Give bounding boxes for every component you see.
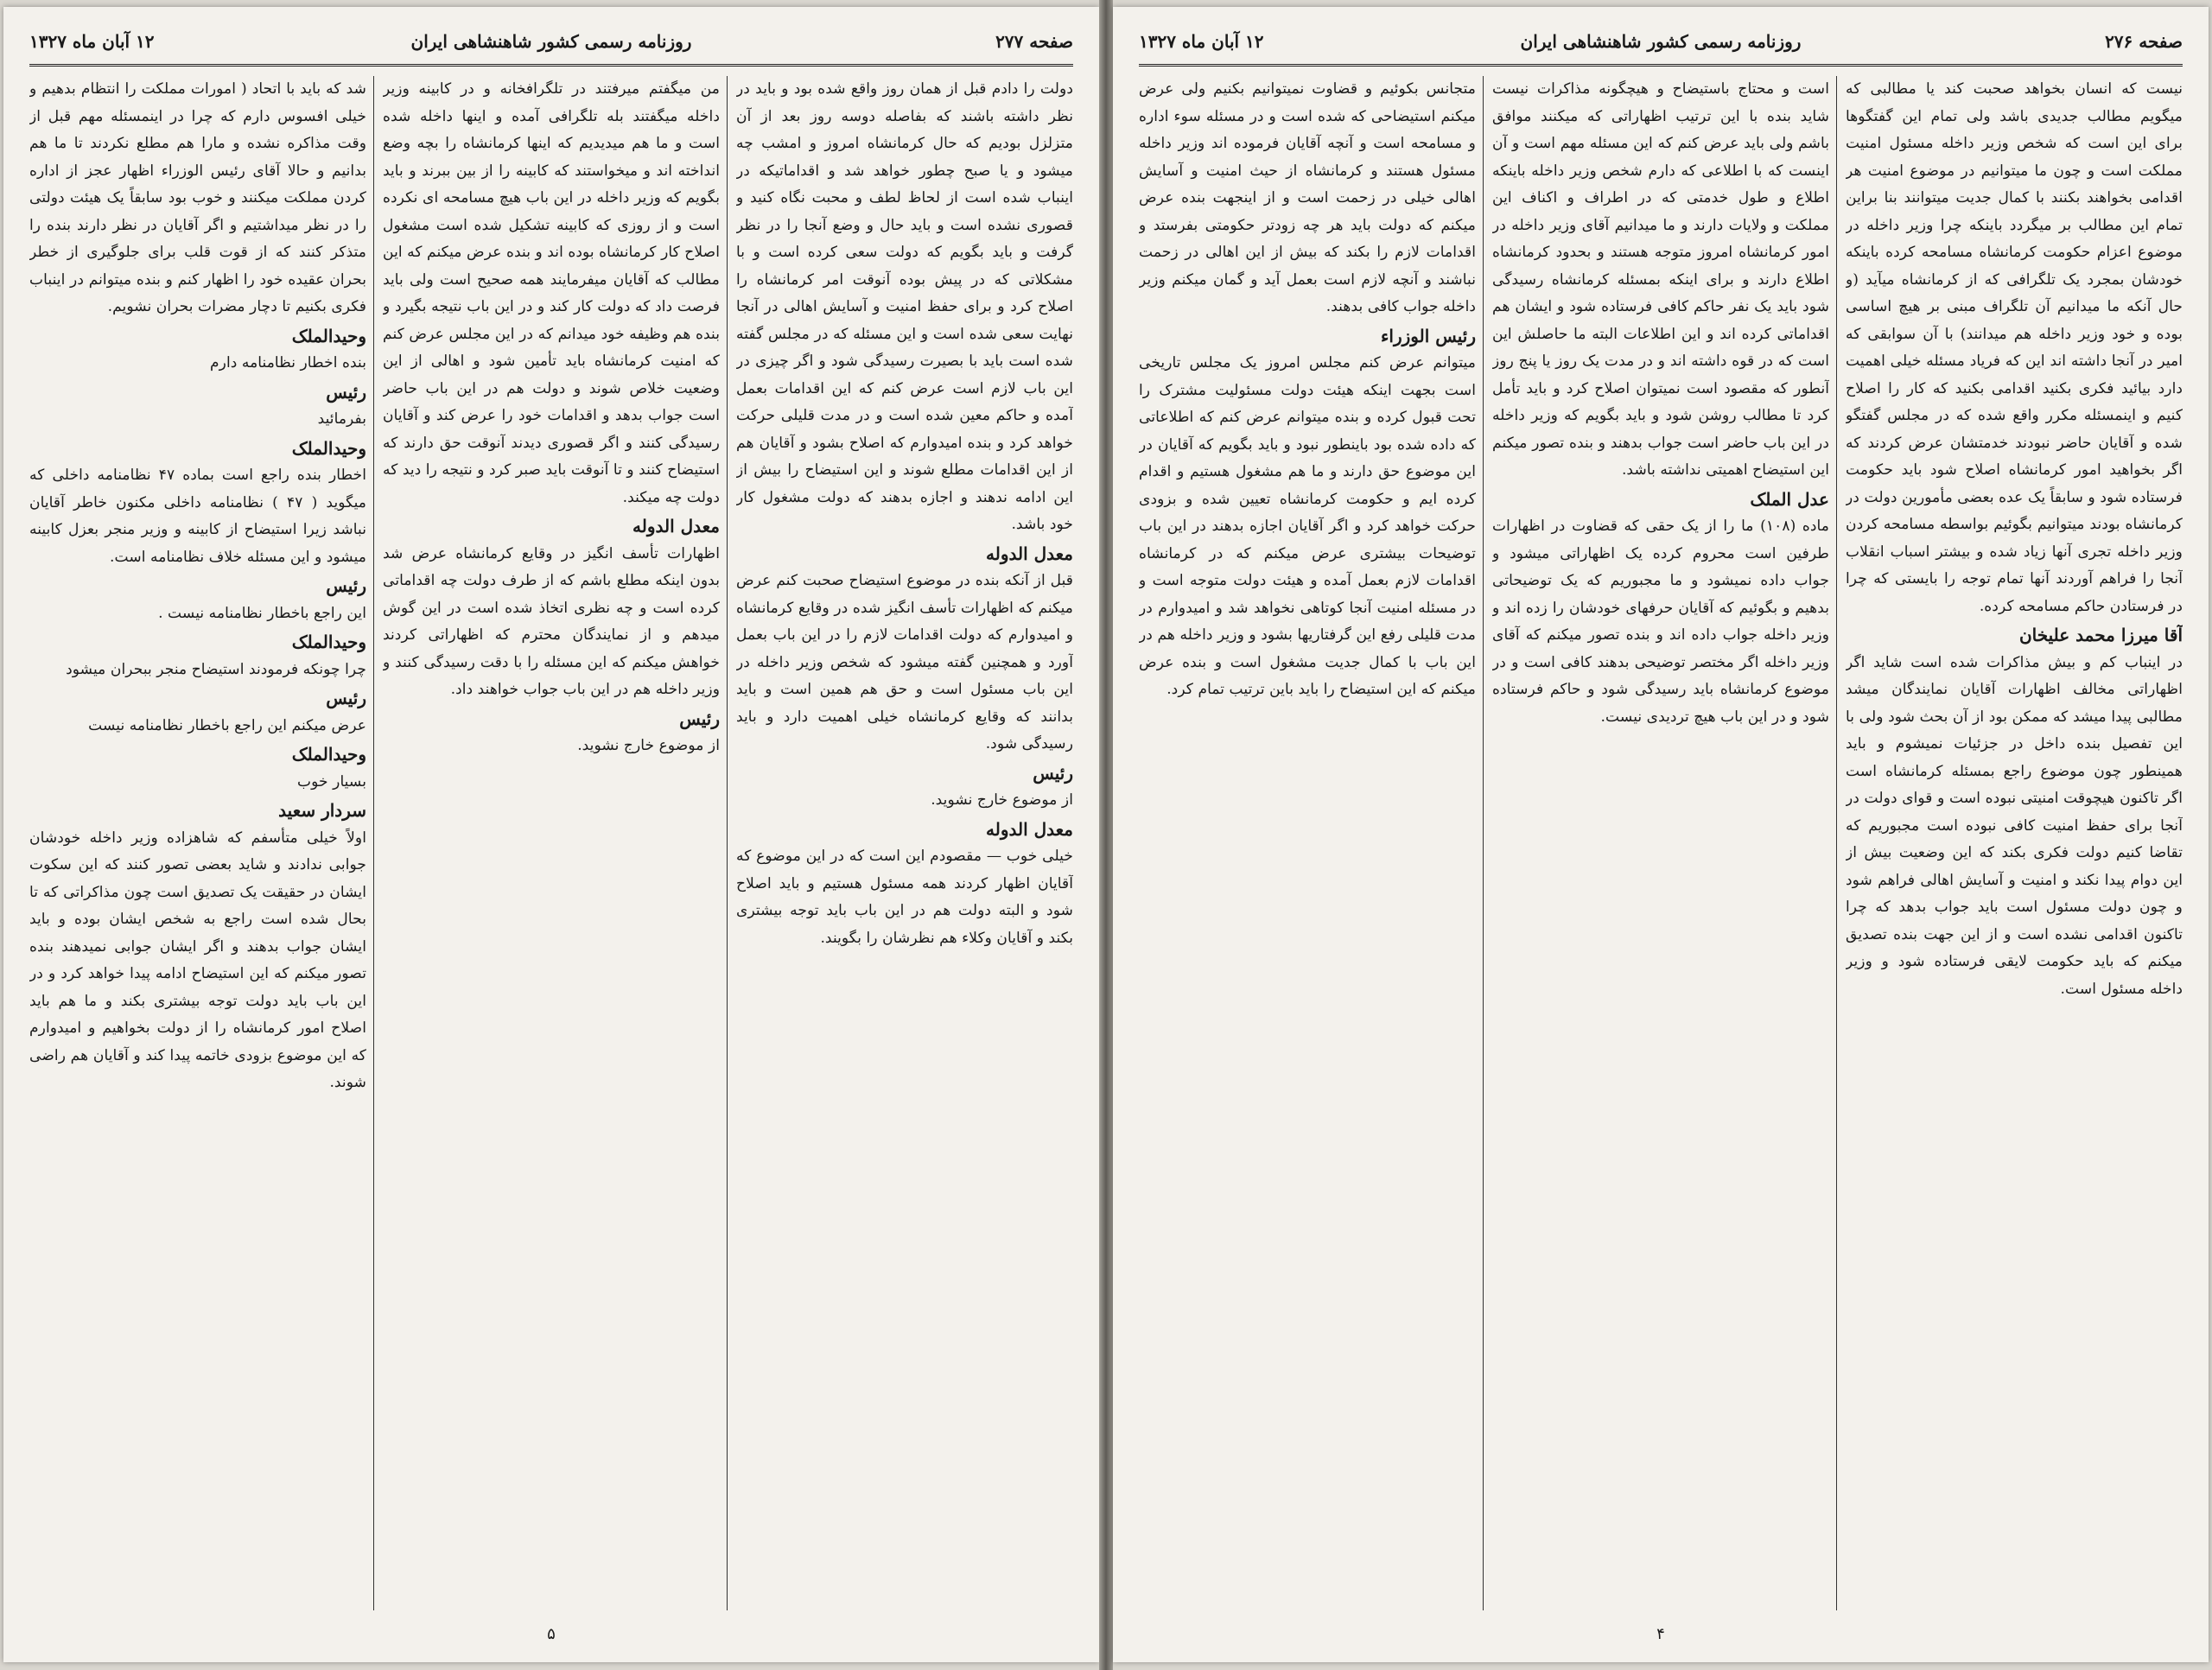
paragraph: بفرمائید — [317, 410, 366, 428]
header-rule — [1139, 64, 2183, 67]
left-page-label: صفحه ۲۷۷ — [995, 31, 1073, 52]
speaker-name: رئیس الوزراء — [1381, 325, 1476, 346]
speaker-name: معدل الدوله — [986, 543, 1073, 564]
paragraph: بسیار خوب — [297, 772, 366, 791]
paragraph: از موضوع خارج نشوید. — [577, 737, 720, 754]
paragraph: چرا چونکه فرمودند استیضاح منجر ببحران میشود — [66, 660, 366, 678]
column-separator — [1483, 76, 1484, 1610]
left-col-3 — [29, 76, 366, 1610]
speaker-name: رئیس — [1033, 762, 1073, 784]
speaker-name: رئیس — [326, 688, 366, 708]
paragraph: اخطار بنده راجع است بماده ۴۷ نظامنامه داخلی که میگوید ( ۴۷ ) نظامنامه داخلی مکنون خاطر آقایان نباشد زیرا استیضاح از کابینه و وزیر منجر بعزل کابینه میشود و این مسئله خلاف نظامنامه است. — [29, 467, 366, 566]
paragraph: اظهارات تأسف انگیز در وقایع کرمانشاه عرض شد بدون اینکه مطلع باشم که از طرف دولت چه اقداماتی کرده است و چه نظری اتخاذ شده است در این گوش میدهم و از نمایندگان محترم که اظهاراتی کردند خواهش میکنم که این مسئله را با دقت رسیدگی کنند و وزیر داخله هم در این باب جواب خواهند داد. — [383, 544, 720, 698]
speaker-name: رئیس — [679, 708, 720, 729]
paragraph: بنده اخطار نظامنامه دارم — [210, 354, 366, 371]
right-page-title: روزنامه رسمی کشور شاهنشاهی ایران — [1520, 31, 1802, 52]
paragraph: میتوانم عرض کنم مجلس امروز یک مجلس تاریخی است بجهت اینکه هیئت دولت مسئولیت مشترک را تحت قبول کرده و بنده میتوانم عرض کنم که اطلاعاتی که داده شده بود باینطور نبود و باید بگویم که آقایان در این موضوع حق دارند و ما هم مشغول هستیم و اقدام کرده ایم و حکومت کرمانشاه تعیین شده و بزودی حرکت خواهد کرد و اگر آقایان اجازه بدهند در این باب توضیحات بیشتری عرض میکنم که در کرمانشاه اقدامات لازم بعمل آمده و هیئت دولت متوجه است و در مسئله امنیت آنجا کوتاهی نخواهد شد و امیدوارم در مدت قلیلی رفع این گرفتاریها بشود و وزیر داخله هم در این باب با کمال جدیت مشغول است و بنده عرض میکنم که این استیضاح را باید باین ترتیب تمام کرد. — [1139, 354, 1476, 698]
paragraph: نیست که انسان بخواهد صحبت کند یا مطالبی که میگویم مطالب جدیدی باشد ولی تمام این گفتگوها برای این است که شخص وزیر داخله مسئول امنیت مملکت است و چون ما میتوانیم در موضوع امنیت هر اقدامی بخواهند بکنند با کمال جدیت میتوانند بنا براین تمام این مطالب بر میگردد باینکه چرا وزیر داخله در موضوع اعزام حکومت کرمانشاه مسامحه کرده باینکه خودشان بمجرد یک تلگرافی که از کرمانشاه میآید (و حال آنکه ما میدانیم آن تلگراف مبنی بر هیچ اساسی بوده و خود وزیر داخله هم میدانند) با آن سوابقی که امیر در آنجا داشته اند این که فریاد مسئله خیلی اهمیت دارد بیائید فکری بکنید اقدامی بکنید که کار را اصلاح کنیم و اینمسئله مکرر واقع شده که در مجلس گفتگو شده و آقایان حاضر نبودند خدمتشان عرض کردند که اگر بخواهید امور کرمانشاه اصلاح شود باید حکومت فرستاده شود و سابقاً یک عده بعضی مأمورین دولت در کرمانشاه بودند میتوانیم بگوئیم بواسطه مسامحه کردن وزیر داخله تجری آنها زیاد شده و بیشتر اسباب انقلاب آنجا را فراهم آوردند آنها تمام توجه را بایستی که چرا در فرستادن حاکم مسامحه کرده. — [1846, 80, 2183, 615]
speaker-name: معدل الدوله — [632, 516, 720, 537]
paragraph: قبل از آنکه بنده در موضوع استیضاح صحبت کنم عرض میکنم که اظهارات تأسف انگیز شده در وقایع کرمانشاه و امیدوارم که دولت اقدامات لازم را در این باب بعمل آورد و همچنین گفته میشود که شخص وزیر داخله در این باب مسئول است و حق هم همین است و باید بدانند که وقایع کرمانشاه خیلی اهمیت دارد و باید رسیدگی شود. — [736, 572, 1073, 752]
left-page-header — [29, 31, 1073, 60]
speaker-name: آقا میرزا محمد علیخان — [2018, 625, 2183, 645]
left-page-title: روزنامه رسمی کشور شاهنشاهی ایران — [410, 31, 692, 52]
left-col-2 — [383, 76, 720, 1610]
speaker-name: سردار سعید — [278, 800, 366, 821]
speaker-name: معدل الدوله — [986, 818, 1073, 840]
left-page-date: ۱۲ آبان ماه ۱۳۲۷ — [29, 31, 155, 52]
paragraph: دولت را دادم قبل از همان روز واقع شده بود و باید در نظر داشته باشند که بفاصله دوسه روز بعد از آن متزلزل بودیم که حال کرمانشاه امروز و امشب چه میشود و یا صبح چطور خواهد شد و اقداماتیکه در اینباب شده است از لحاظ لطف و محبت نگاه کنید و قصوری نشده است و باید حال و وضع آنجا را در نظر گرفت و باید بگویم که دولت سعی کرده است و با مشکلاتی که در پیش بوده آنوقت امر کرمانشاه را اصلاح کرد و برای حفظ امنیت و آسایش اهالی در آنجا نهایت سعی شده است و این مسئله که در مجلس گفته شده است باید با بصیرت رسیدگی شود و اگر چیزی در این باب لازم است عرض کنم که این اقدامات بعمل آمده و حاکم معین شده است و در مدت قلیلی حرکت خواهد کرد و بنده امیدوارم که اصلاح بشود و آقایان هم از این اقدامات مطلع شوند و این استیضاح را بیش از این ادامه ندهند و اجازه بدهند که دولت مشغول کار خود باشد. — [736, 80, 1073, 533]
right-col-3 — [1139, 76, 1476, 1610]
right-page-header — [1139, 31, 2183, 60]
paragraph: من میگفتم میرفتند در تلگرافخانه و در کابینه وزیر داخله میگفتند بله تلگرافی آمده و اینها داخله شده است و ما هم میدیدیم که اینها کرمانشاه را بچه وضع انداخته اند و میخواستند که کابینه را از بین ببرند و باید بگویم که وزیر داخله در این باب هیچ مسامحه ای نکرده است و از روزی که کابینه تشکیل شده است مشغول اصلاح کار کرمانشاه بوده اند و بنده عرض میکنم که این مطالب که آقایان میفرمایند همه صحیح است ولی باید فرصت داد که دولت کار کند و در این باب نتیجه بگیرد و بنده هم وظیفه خود میدانم که در این مجلس عرض کنم که امنیت کرمانشاه باید تأمین شود و اهالی از این وضعیت خلاص شوند و دولت هم در این باب حاضر است جواب بدهد و اقدامات خود را عرض کند و آقایان رسیدگی کنند و اگر قصوری دیدند آنوقت حق دارند که استیضاح کنند و تا آنوقت باید صبر کرد و نتیجه را دید که دولت چه میکند. — [383, 80, 720, 506]
right-page-date: ۱۲ آبان ماه ۱۳۲۷ — [1139, 31, 1264, 52]
speaker-name: وحیدالملک — [291, 437, 366, 459]
book-spine — [1099, 0, 1113, 1670]
column-separator — [727, 76, 728, 1610]
paragraph: ماده (۱۰۸) ما را از یک حقی که قضاوت در اظهارات طرفین است محروم کرده یک اظهاراتی میشود و جواب داده نمیشود و ما مجبوریم که یک توضیحاتی بدهیم و بگوئیم که آقایان حرفهای خودشان را زده اند و وزیر داخله جواب داده اند و بنده تصور میکنم که آقای وزیر داخله اگر مختصر توضیحی بدهند کافی است و در موضوع کرمانشاه باید رسیدگی شود و حاکم فرستاده شود و در این باب هیچ تردیدی نیست. — [1492, 518, 1829, 726]
right-page-number: ۴ — [1656, 1625, 1665, 1643]
speaker-name: عدل الملک — [1750, 488, 1829, 510]
left-col-1 — [736, 76, 1073, 1610]
paragraph: متجانس بکوئیم و قضاوت نمیتوانیم بکنیم ولی عرض میکنم استیضاحی که شده است و در مسئله سوء اداره و مسامحه است و آنچه آقایان فرموده اند وزیر داخله مسئول هستند و کرمانشاه از حیث امنیت و آسایش اهالی خیلی در زحمت است و از اینجهت بنده عرض میکنم که دولت باید هر چه زودتر حکومتی بفرستد و اقدامات لازم را بکند که بیش از این اهالی در زحمت نباشند و آنچه لازم است بعمل آید و گمان میکنم وزیر داخله جواب کافی بدهند. — [1139, 80, 1476, 315]
right-col-2 — [1492, 76, 1829, 1610]
right-page — [1113, 7, 2209, 1662]
speaker-name: رئیس — [326, 575, 366, 596]
left-page — [3, 7, 1099, 1662]
header-rule — [29, 64, 1073, 67]
paragraph: است و محتاج باستیضاح و هیچگونه مذاکرات نیست شاید بنده با این ترتیب اظهاراتی که میکنند موافق باشم ولی باید عرض کنم که این مسئله مهم است و آن اینست که با اطلاعی که دارم شخص وزیر داخله باینکه اطلاع و طول خدمتی که در اطراف و اکناف این مملکت و ولایات دارند و ما میدانیم آقای وزیر داخله در امور کرمانشاه امروز متوجه هستند و بحدود کرمانشاه اطلاع دارند و برای اینکه بمسئله کرمانشاه رسیدگی شود باید یک نفر حاکم کافی فرستاده شود و ایشان هم اقداماتی کرده اند و این اطلاعات البته ما حاصلش این است که در قوه داشته اند و در مدت یک روز یا پنج روز آنطور که مقصود است نمیتوان اصلاح کرد و باید تأمل کرد تا مطالب روشن شود و باید بگویم که وزیر داخله در این باب حاضر است جواب بدهند و بنده تصور میکنم این استیضاح اهمیتی نداشته باشد. — [1492, 80, 1829, 479]
speaker-name: رئیس — [326, 381, 366, 403]
paragraph: اولاً خیلی متأسفم که شاهزاده وزیر داخله خودشان جوابی ندادند و شاید بعضی تصور کنند که این سکوت ایشان در حقیقت یک تصدیق است چون مذاکراتی که تا بحال شده است راجع به شخص ایشان بوده و باید ایشان جواب بدهند و اگر ایشان جوابی نمیدهند بنده تصور میکنم که این استیضاح ادامه پیدا خواهد کرد و در این باب باید دولت توجه بیشتری بکند و ما هم باید اصلاح امور کرمانشاه را از دولت بخواهیم و امیدوارم که این موضوع بزودی خاتمه پیدا کند و آقایان هم راضی شوند. — [29, 829, 366, 1091]
paragraph: در اینباب کم و بیش مذاکرات شده است شاید اگر اظهاراتی مخالف اظهارات آقایان نمایندگان میشد مطالبی پیدا میشد که ممکن بود از آن بحث شود ولی با این تفصیل بنده داخل در جزئیات نمیشوم و باید همینطور چون موضوع راجع بمسئله کرمانشاه است اگر تاکنون هیچوقت امنیتی نبوده است و قوای دولت در آنجا برای حفظ امنیت کافی نبوده است مجبوریم که تقاضا کنیم دولت فکری بکند که این وضعیت بیش از این دوام پیدا نکند و امنیت و آسایش اهالی فراهم شود و چون دولت مسئول است باید جواب بدهد که چرا تاکنون اقدامی نشده است و از این جهت بنده تصدیق میکنم که باید حکومت لایقی فرستاده شود و وزیر داخله مسئول است. — [1846, 653, 2183, 998]
left-page-number: ۵ — [547, 1625, 556, 1643]
right-page-columns — [1139, 76, 2183, 1610]
left-page-columns — [29, 76, 1073, 1610]
speaker-name: وحیدالملک — [291, 325, 366, 346]
paragraph: شد که باید با اتحاد ( امورات مملکت را انتظام بدهیم و خیلی افسوس دارم که چرا در اینمسئله مهم قبل از وقت مذاکره نشده و مارا هم مطلع نکردند تا ما هم بدانیم و حالا آقای رئیس الوزراء اظهار عجز از اداره کردن مملکت میکنند و خوب بود سابقاً یک هیئت دولتی را در نظر میداشتیم و اگر آقایان در نظر دارند بنده را متذکر کنند که از قوت قلب برای جلوگیری از خطر بحران عقیده خود را اظهار کنم و بنده میتوانم در اینباب فکری بکنیم تا دچار مضرات بحران نشویم. — [29, 80, 366, 315]
right-col-1 — [1846, 76, 2183, 1610]
paragraph: خیلی خوب — مقصودم این است که در این موضوع که آقایان اظهار کردند همه مسئول هستیم و باید اصلاح شود و البته دولت هم در این باب باید توجه بیشتری بکند و آقایان وکلاء هم نظرشان را بگویند. — [736, 848, 1073, 947]
right-page-label: صفحه ۲۷۶ — [2105, 31, 2183, 52]
column-separator — [1836, 76, 1837, 1610]
paragraph: این راجع باخطار نظامنامه نیست . — [158, 604, 366, 622]
paragraph: عرض میکنم این راجع باخطار نظامنامه نیست — [88, 716, 366, 734]
column-separator — [373, 76, 374, 1610]
paragraph: از موضوع خارج نشوید. — [931, 791, 1073, 809]
speaker-name: وحیدالملک — [291, 744, 366, 765]
speaker-name: وحیدالملک — [291, 632, 366, 652]
